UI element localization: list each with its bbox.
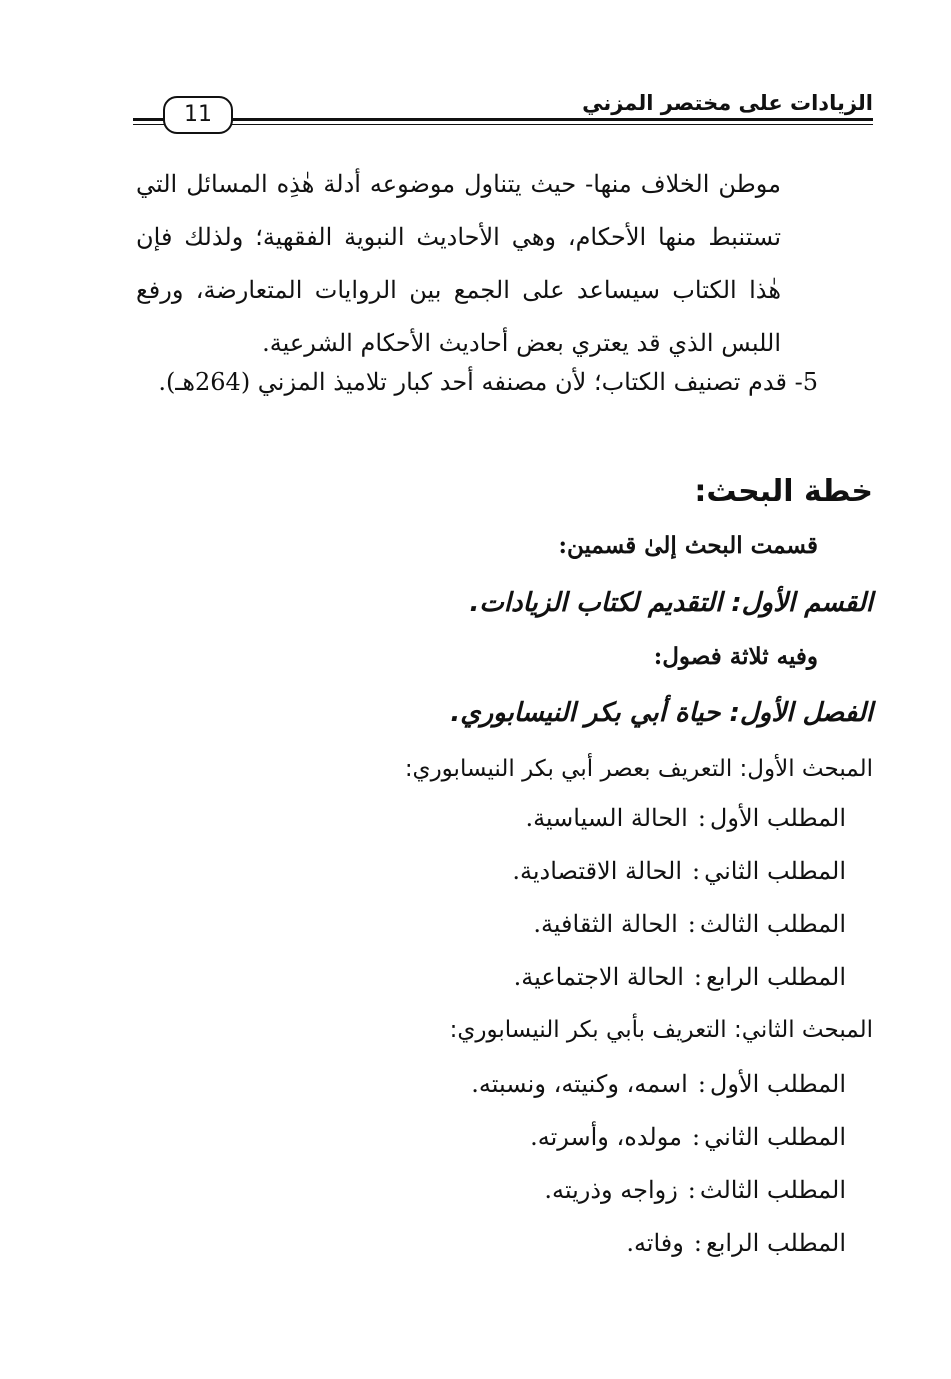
item-text: مولده، وأسرته.	[530, 1123, 682, 1151]
item-text: زواجه وذريته.	[544, 1176, 678, 1204]
section2-item-4: المطلب الرابع:وفاته.	[626, 1229, 846, 1257]
item-text: الحالة الثقافية.	[533, 910, 678, 938]
item-label: المطلب الأول	[709, 804, 846, 832]
item-text: الحالة الاجتماعية.	[513, 963, 684, 991]
plan-heading: خطة البحث:	[694, 474, 873, 509]
item-text: الحالة السياسية.	[525, 804, 688, 832]
item-label: المطلب الثاني	[704, 1123, 846, 1151]
header-rule-thick	[133, 118, 873, 121]
division-intro: قسمت البحث إلىٰ قسمين:	[558, 532, 818, 559]
intro-paragraph: موطن الخلاف منها- حيث يتناول موضوعه أدلة هٰذِه المسائل التي تستنبط منها الأحكام، وهي الأحاديث النبوية الفقهية؛ ولذلك فإن هٰذا الكتاب سيساعد على الجمع بين الروايات المتعارضة، ورفع اللبس الذي قد يعتري بعض أحاديث الأحكام الشرعية.	[136, 170, 781, 357]
item-text: وفاته.	[626, 1229, 684, 1257]
section1-item-1: المطلب الأول:الحالة السياسية.	[525, 804, 846, 832]
part1-title: القسم الأول: التقديم لكتاب الزيادات.	[469, 588, 873, 618]
section2-heading: المبحث الثاني: التعريف بأبي بكر النيسابوري:	[449, 1017, 873, 1043]
item-text: اسمه، وكنيته، ونسبته.	[471, 1070, 688, 1098]
item-label: المطلب الثالث	[699, 1176, 846, 1204]
item-label: المطلب الأول	[709, 1070, 846, 1098]
header-rule-thin	[133, 124, 873, 125]
list-item-5: 5- قدم تصنيف الكتاب؛ لأن مصنفه أحد كبار تلاميذ المزني (264هـ).	[158, 368, 818, 396]
section1-item-4: المطلب الرابع:الحالة الاجتماعية.	[513, 963, 846, 991]
chapters-intro: وفيه ثلاثة فصول:	[653, 643, 818, 670]
running-header	[133, 88, 873, 138]
item-label: المطلب الرابع	[705, 1229, 846, 1257]
section2-item-1: المطلب الأول:اسمه، وكنيته، ونسبته.	[471, 1070, 846, 1098]
section2-item-2: المطلب الثاني:مولده، وأسرته.	[530, 1123, 846, 1151]
section1-heading: المبحث الأول: التعريف بعصر أبي بكر النيسابوري:	[404, 756, 873, 782]
item-text: الحالة الاقتصادية.	[512, 857, 682, 885]
page-number: 11	[163, 96, 233, 134]
item-label: المطلب الثاني	[704, 857, 846, 885]
item-label: المطلب الثالث	[699, 910, 846, 938]
running-title: الزيادات على مختصر المزني	[574, 90, 873, 116]
item-label: المطلب الرابع	[705, 963, 846, 991]
section2-item-3: المطلب الثالث:زواجه وذريته.	[544, 1176, 846, 1204]
section1-item-3: المطلب الثالث:الحالة الثقافية.	[533, 910, 846, 938]
section1-item-2: المطلب الثاني:الحالة الاقتصادية.	[512, 857, 846, 885]
chapter1-title: الفصل الأول: حياة أبي بكر النيسابوري.	[450, 698, 873, 728]
